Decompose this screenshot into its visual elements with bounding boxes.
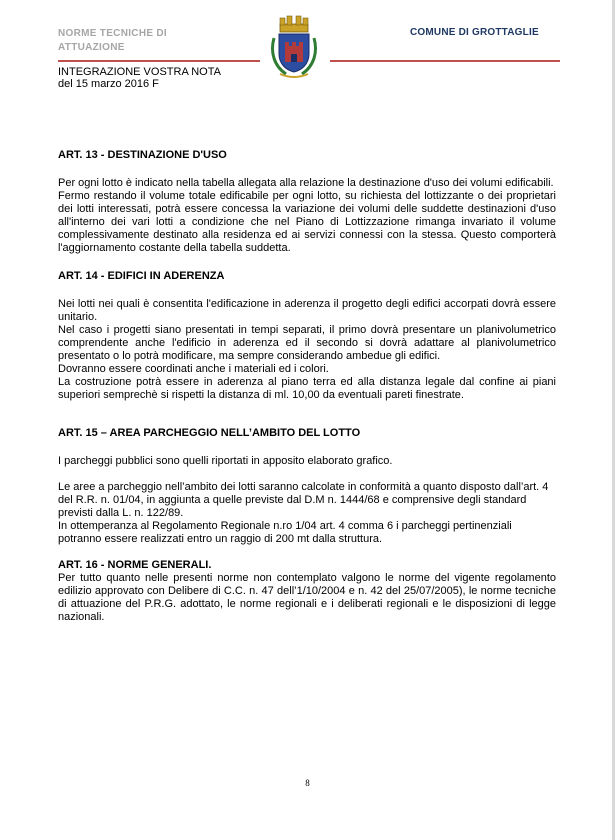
article-paragraph: Le aree a parcheggio nell’ambito dei lotti saranno calcolate in conformità a quanto disposto dall’art. 4 del R.R. n. 01/04, in aggiunta a quelle previste dal D.M n. 1444/68 e comprensive degli standard previsti dalla L. n. 122/89. bbox=[58, 481, 549, 519]
revision-note-line1: INTEGRAZIONE VOSTRA NOTA bbox=[58, 66, 221, 78]
header-rule-left bbox=[58, 60, 260, 62]
article-title: ART. 16 - NORME GENERALI. bbox=[58, 559, 212, 571]
article-title: ART. 13 - DESTINAZIONE D'USO bbox=[58, 149, 227, 161]
article-paragraph: I parcheggi pubblici sono quelli riportati in apposito elaborato grafico. bbox=[58, 455, 393, 467]
article-paragraph: Per ogni lotto è indicato nella tabella allegata alla relazione la destinazione d'uso dei volumi edificabili. bbox=[58, 177, 554, 189]
article-paragraph: La costruzione potrà essere in aderenza al piano terra ed alla distanza legale dal confine ai piani superiori semprechè si rispetti la distanza di ml. 10,00 da eventuali pareti finestrate. bbox=[58, 376, 556, 401]
document-body bbox=[58, 148, 556, 624]
article-13 bbox=[58, 148, 556, 255]
article-paragraph: Per tutto quanto nelle presenti norme non contemplato valgono le norme del vigente regolamento edilizio approvato con Delibere di C.C. n. 47 dell’1/10/2004 e n. 42 del 25/07/2005), le norme tecniche di attuazione del P.R.G. adottato, le norme regionali e i deliberati regionali e le disposizioni di legge nazionali. bbox=[58, 572, 556, 623]
revision-note bbox=[58, 66, 258, 90]
municipality-name: COMUNE DI GROTTAGLIE bbox=[410, 27, 539, 38]
article-title: ART. 14 - EDIFICI IN ADERENZA bbox=[58, 270, 225, 282]
article-paragraph: In ottemperanza al Regolamento Regionale n.ro 1/04 art. 4 comma 6 i parcheggi pertinenziali potranno essere realizzati entro un raggio di 200 mt dalla struttura. bbox=[58, 520, 512, 545]
article-15 bbox=[58, 426, 556, 546]
page-number: 8 bbox=[305, 778, 310, 788]
article-title: ART. 15 – AREA PARCHEGGIO NELL’AMBITO DEL LOTTO bbox=[58, 427, 361, 439]
header-rule-right bbox=[330, 60, 560, 62]
article-16 bbox=[58, 558, 556, 624]
article-14 bbox=[58, 269, 556, 402]
revision-note-line2: del 15 marzo 2016 F bbox=[58, 78, 159, 90]
article-paragraph: Nei lotti nei quali è consentita l'edificazione in aderenza il progetto degli edifici accorpati dovrà essere unitario. bbox=[58, 298, 556, 323]
article-paragraph: Dovranno essere coordinati anche i materiali ed i colori. bbox=[58, 363, 329, 375]
municipal-crest-icon bbox=[266, 14, 322, 80]
article-paragraph: Nel caso i progetti siano presentati in tempi separati, il primo dovrà presentare un planivolumetrico comprendente anche l'edificio in aderenza ed il secondo si dovrà adattare al planivolumetrico presentato o lo potrà modificare, ma sempre considerando ambedue gli edifici. bbox=[58, 324, 556, 362]
article-paragraph: Fermo restando il volume totale edificabile per ogni lotto, su richiesta del lottizzante o dei proprietari dei lotti interessati, potrà essere concessa la variazione dei volumi delle suddette destinazioni d'uso all'interno dei vari lotti a condizione che nel Piano di Lottizzazione rimanga invariato il volume complessivamente destinato alla residenza ed ai servizi connessi con la stessa. Questo comporterà l'aggiornamento costante della tabella suddetta. bbox=[58, 190, 556, 254]
document-title: NORME TECNICHE DI ATTUAZIONE bbox=[58, 28, 167, 53]
